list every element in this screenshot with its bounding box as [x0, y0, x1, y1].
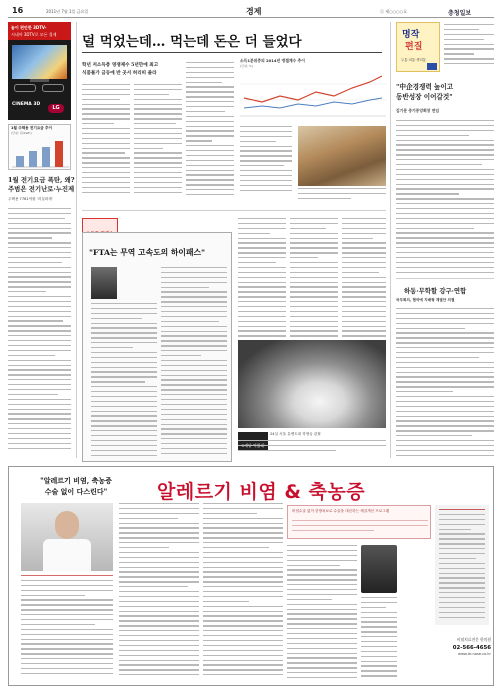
engel-chart-plot [240, 70, 386, 120]
top-subhead-1: 학년 저소득층 영쟁제수 5년만에 최고 [82, 63, 159, 68]
left-headline-2: 주범은 전기난로·누진제 [8, 185, 75, 193]
xray-image [361, 545, 397, 593]
tv-screen-image [12, 45, 67, 79]
ad-quote [21, 475, 131, 497]
glasses-image-2 [42, 84, 64, 92]
top-story-subheads [82, 62, 168, 78]
photo-caption-lines [298, 188, 386, 208]
fta-article-col-1 [91, 303, 157, 459]
fta-article-col-2 [161, 267, 227, 459]
tv-stand-image [30, 79, 49, 82]
top-article-col-1 [82, 84, 130, 196]
chart-bar [55, 141, 63, 167]
photo-caption-lines-2 [238, 440, 386, 458]
doctor-coat [43, 539, 91, 571]
ad-line-2: 시네마 3DTV로 모든 경제 [11, 32, 57, 37]
lg-3dtv-ad [8, 22, 71, 120]
ad-line-1: 놓이 편안한 3DTV- [11, 25, 47, 30]
left-article-body [8, 208, 71, 458]
kbiz-headline-1: "中企경쟁력 높이고 [396, 83, 454, 91]
ad-callout-text: 비염수술 없이 한방치료로 수술을 대신하는 체질개선 프로그램 [292, 509, 390, 513]
section-divider [82, 210, 386, 211]
lg-logo: LG [48, 104, 64, 113]
fta-person-photo [91, 267, 117, 299]
kbiz-article-body [396, 120, 494, 276]
headline-underline [82, 52, 382, 53]
medicine-ad-brand-2: 편질 [405, 42, 423, 52]
fta-box [82, 232, 232, 462]
section-title: 경제 [246, 7, 262, 16]
engel-line-2 [244, 98, 382, 108]
doctor-face [55, 511, 79, 539]
clinic-name: 비염치료전문 한의원 [456, 637, 491, 642]
medicine-ad-sub: 두통·치통·생리통 [401, 58, 427, 62]
top-story-headline: 덜 먹었는데… 먹는데 돈은 더 들었다 [82, 34, 302, 50]
glasses-image [14, 84, 36, 92]
clinic-footer [435, 637, 491, 656]
ad-side-lines [439, 509, 485, 621]
right-small-ad-lines [444, 24, 494, 72]
pill-box-image [427, 63, 437, 70]
chart-bar [29, 151, 37, 167]
medicine-ad [396, 22, 440, 72]
electricity-chart-title: 1월 주택용 전기요금 추이 [11, 126, 52, 130]
issue-code: ⓢ 제○○○○호 [380, 9, 407, 14]
top-article-col-3 [186, 62, 234, 196]
merger-byline: 국무회의, 협약에 지배형 계열안 의결 [396, 298, 455, 302]
left-headline-1: 1월 전기요금 폭탄, 왜? [8, 176, 75, 184]
ad-col-4 [287, 545, 357, 681]
right-divider [396, 278, 494, 279]
chart-bar [16, 156, 24, 167]
engel-line [244, 76, 382, 102]
rhinitis-ad [8, 466, 494, 686]
merger-headline: 하동·무학할 강구·연합 [404, 287, 467, 295]
kbiz-byline: 김기문 중기중앙회장 연임 [396, 108, 439, 113]
chart-bar [42, 147, 50, 167]
doctor-photo [21, 503, 113, 571]
column-divider [76, 22, 77, 458]
engel-chart-box [240, 58, 386, 122]
right-column-divider [390, 22, 391, 458]
ad-col-2 [119, 503, 199, 681]
kbiz-headline-2: 동반성장 이어갈것" [396, 93, 453, 101]
electricity-chart-box [8, 124, 71, 170]
kbiz-headline [396, 82, 494, 102]
ad-col-1 [21, 575, 113, 681]
ad-title: 알레르기 비염 & 축농증 [157, 481, 366, 503]
issue-date: 2011년 7월 1일 금요일 [46, 9, 89, 14]
food-sharing-photo [238, 340, 386, 428]
clinic-phone: 02-566-4656 [452, 645, 491, 651]
clinic-url: www.dr-nose.co.kr [458, 652, 491, 656]
medicine-ad-brand: 명작 [402, 30, 420, 40]
market-photo [298, 126, 386, 186]
ad-col-5 [361, 597, 397, 681]
cinema-3d-logo: CINEMA 3D [12, 102, 41, 107]
electricity-chart-plot [12, 138, 69, 168]
left-subhead: 주택용 7781억원 '괴실화재' [8, 197, 53, 201]
page-number: 16 [12, 6, 24, 15]
ad-callout-box [287, 505, 431, 539]
electricity-chart-unit: (단위: 원/kWh) [11, 131, 32, 135]
mid-article-col-3 [342, 218, 386, 338]
ad-quote-line-2: 수술 없이 다스린다" [44, 487, 108, 496]
paper-name: 충청일보 [448, 10, 472, 17]
top-article-col-2 [134, 84, 182, 196]
top-article-col-4 [240, 126, 292, 196]
left-story [8, 176, 75, 202]
top-subhead-2: 식품볼가 금등에 반 곳서 허리띠 졸라 [82, 71, 157, 76]
engel-chart-unit: (단위: %) [240, 64, 253, 68]
mid-article-col-2 [290, 218, 338, 338]
page-header [8, 6, 494, 18]
merger-article-body [396, 308, 494, 458]
ad-quote-line-1: "알레르기 비염, 축농증 [40, 476, 112, 485]
fta-headline: "FTA는 무역 고속도의 하이패스" [89, 248, 206, 257]
ad-callout-lines [292, 520, 428, 538]
ad-col-3 [203, 503, 283, 681]
ad-side-panel [435, 505, 489, 625]
photo-caption-text: 24일 서울 유벤트대 학생들 관찰 [270, 432, 321, 436]
mid-article-col-1 [238, 218, 286, 338]
engel-chart-title: 소득1분위층의 2014년 엥겔계수 추이 [240, 58, 305, 63]
